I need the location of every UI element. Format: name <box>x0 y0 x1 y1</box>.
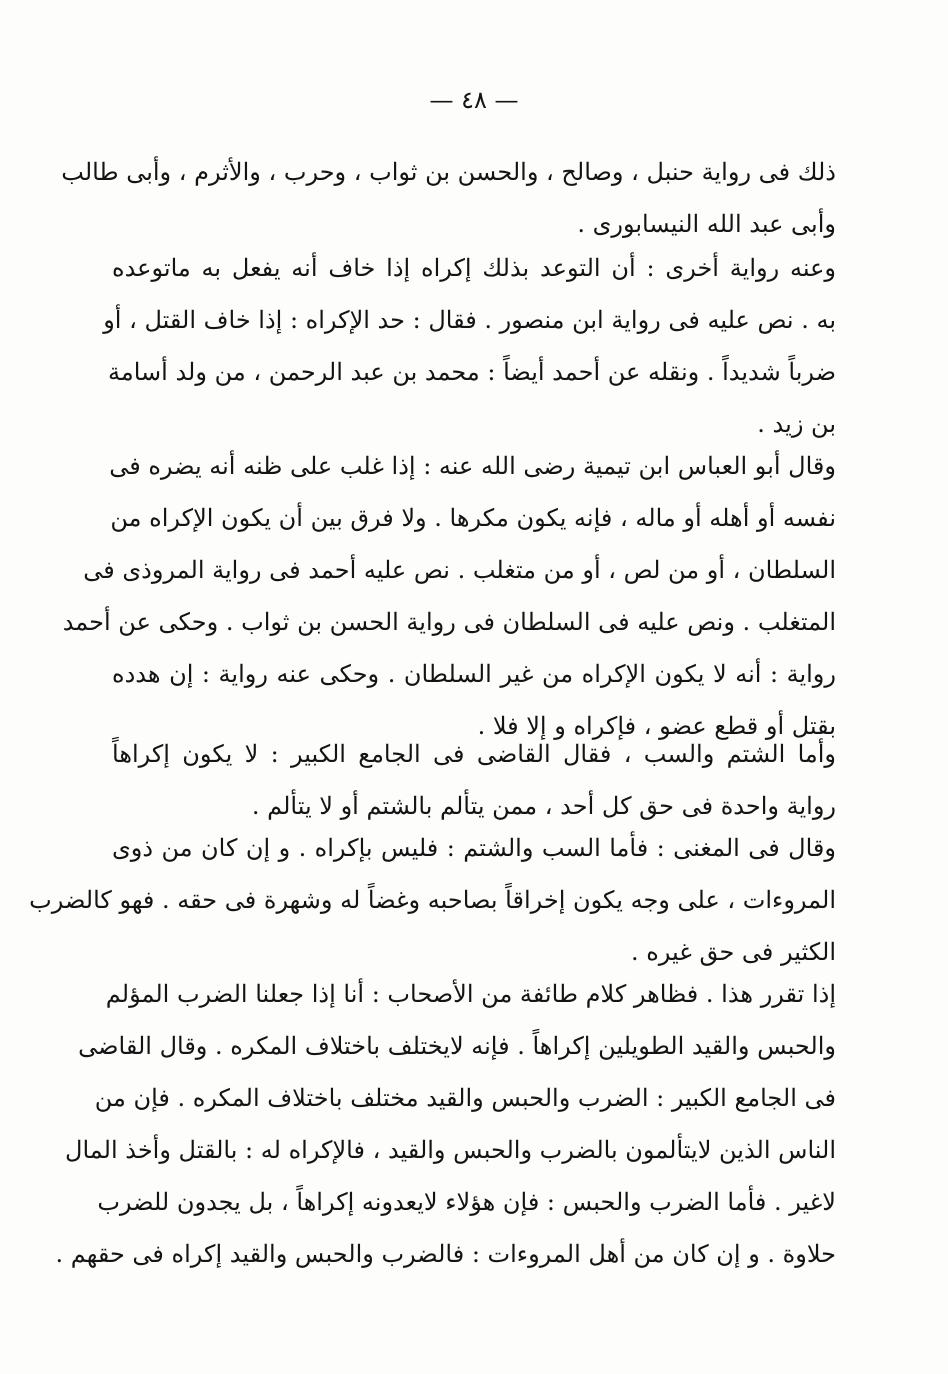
paragraph-4 <box>112 728 836 832</box>
paragraph-6 <box>55 968 836 1280</box>
paragraph-2 <box>103 242 836 450</box>
text-line: وعنه رواية أخرى : أن التوعد بذلك إكراه إذا خاف أنه يفعل به ماتوعده <box>112 254 836 282</box>
text-line: ضرباً شديداً . ونقله عن أحمد أيضاً : محمد بن عبد الرحمن ، من ولد أسامة <box>108 358 836 386</box>
text-line: ذلك فى رواية حنبل ، وصالح ، والحسن بن ثواب ، وحرب ، والأثرم ، وأبى طالب <box>61 158 836 186</box>
text-line: الناس الذين لايتألمون بالضرب والحبس والقيد ، فالإكراه له : بالقتل وأخذ المال <box>65 1136 836 1164</box>
text-line: السلطان ، أو من لص ، أو من متغلب . نص عليه أحمد فى رواية المروذى فى <box>83 556 836 584</box>
text-line: نفسه أو أهله أو ماله ، فإنه يكون مكرها . ولا فرق بين أن يكون الإكراه من <box>110 504 836 532</box>
text-line: وقال أبو العباس ابن تيمية رضى الله عنه : إذا غلب على ظنه أنه يضره فى <box>109 452 836 480</box>
text-line: الكثير فى حق غيره . <box>630 938 836 966</box>
text-line: رواية : أنه لا يكون الإكراه من غير السلطان . وحكى عنه رواية : إن هدده <box>112 660 836 688</box>
text-line: بن زيد . <box>757 410 836 438</box>
text-line: المروءات ، على وجه يكون إخراقاً بصاحبه وغضاً له وشهرة فى حقه . فهو كالضرب <box>29 886 836 914</box>
text-line: به . نص عليه فى رواية ابن منصور . فقال : حد الإكراه : إذا خاف القتل ، أو <box>103 306 836 334</box>
text-line: وأما الشتم والسب ، فقال القاضى فى الجامع الكبير : لا يكون إكراهاً <box>112 740 836 768</box>
text-line: إذا تقرر هذا . فظاهر كلام طائفة من الأصحاب : أنا إذا جعلنا الضرب المؤلم <box>105 980 836 1008</box>
text-line: فى الجامع الكبير : الضرب والحبس والقيد مختلف باختلاف المكره . فإن من <box>94 1084 836 1112</box>
paragraph-5 <box>29 822 836 978</box>
text-line: لاغير . فأما الضرب والحبس : فإن هؤلاء لايعدونه إكراهاً ، بل يجدون للضرب <box>97 1188 836 1216</box>
text-line: رواية واحدة فى حق كل أحد ، ممن يتألم بالشتم أو لا يتألم . <box>251 792 836 820</box>
page-number: — ٤٨ — <box>429 86 519 114</box>
text-line: وقال فى المغنى : فأما السب والشتم : فليس بإكراه . و إن كان من ذوى <box>112 834 836 862</box>
text-line: والحبس والقيد الطويلين إكراهاً . فإنه لايختلف باختلاف المكره . وقال القاضى <box>78 1032 836 1060</box>
paragraph-1 <box>61 146 836 250</box>
paragraph-3 <box>62 440 836 752</box>
text-line: المتغلب . ونص عليه فى السلطان فى رواية الحسن بن ثواب . وحكى عن أحمد <box>62 608 836 636</box>
text-line: حلاوة . و إن كان من أهل المروءات : فالضرب والحبس والقيد إكراه فى حقهم . <box>55 1240 836 1268</box>
text-line: بقتل أو قطع عضو ، فإكراه و إلا فلا . <box>477 712 836 740</box>
text-line: وأبى عبد الله النيسابورى . <box>577 210 836 238</box>
